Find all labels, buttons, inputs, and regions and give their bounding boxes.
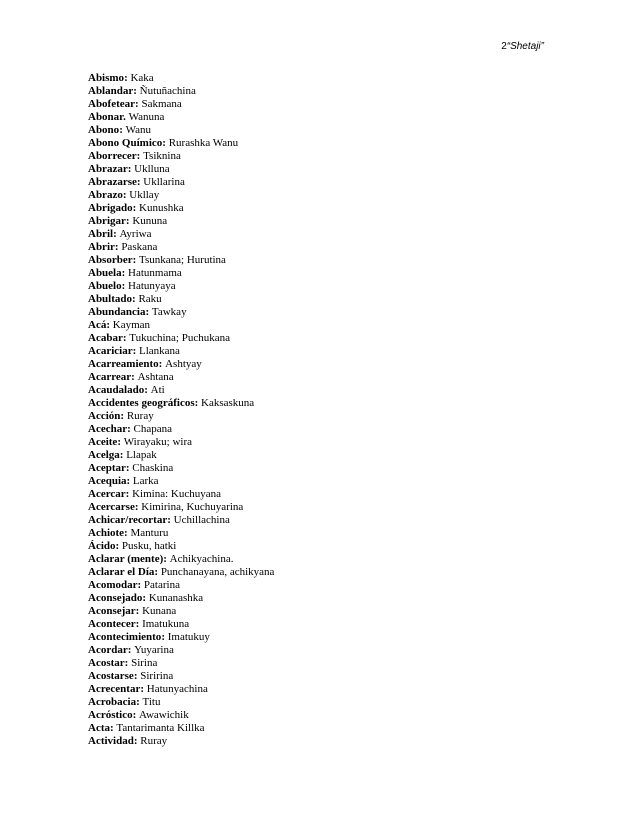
entry-term: Acequia — [88, 475, 127, 487]
entry-separator: : — [140, 683, 147, 695]
dictionary-entry — [88, 553, 548, 566]
entry-translation: Ayriwa — [119, 228, 152, 240]
dictionary-entry — [88, 72, 548, 85]
entry-translation: Tukuchina; Puchukana — [129, 332, 230, 344]
entry-separator: : — [154, 566, 161, 578]
page-number: 2 — [501, 41, 507, 52]
entry-translation: Yuyarina — [134, 644, 174, 656]
entry-term: Acercarse — [88, 501, 135, 513]
dictionary-entry — [88, 397, 548, 410]
entry-term: Achiote — [88, 527, 125, 539]
dictionary-entry — [88, 254, 548, 267]
entry-translation: Imatukuna — [142, 618, 190, 630]
dictionary-entry — [88, 501, 548, 514]
entry-separator: : — [158, 358, 166, 370]
entry-term: Abrazar — [88, 163, 128, 175]
entry-term: Acción — [88, 410, 121, 422]
dictionary-entry — [88, 423, 548, 436]
entry-translation: Wirayaku; wira — [123, 436, 193, 448]
dictionary-entry — [88, 527, 548, 540]
entry-term: Aclarar el Día — [88, 566, 155, 578]
entry-separator: : — [127, 423, 134, 435]
entry-separator: : — [125, 488, 133, 500]
dictionary-entry — [88, 644, 548, 657]
entry-term: Abono — [88, 124, 120, 136]
entry-separator: : — [132, 709, 140, 721]
entry-translation: Ukllay — [129, 189, 160, 201]
entry-term: Acostar — [88, 657, 125, 669]
entry-term: Aconsejado — [88, 592, 143, 604]
entry-translation: Wanu — [125, 124, 151, 136]
entry-term: Acrobacia — [88, 696, 137, 708]
entry-separator: : — [127, 163, 135, 175]
entry-separator: . — [123, 111, 129, 123]
entry-term: Abonar — [88, 111, 124, 123]
dictionary-entry — [88, 722, 548, 735]
dictionary-entry — [88, 319, 548, 332]
entry-translation: Ñutuñachina — [139, 85, 196, 97]
entry-term: Aborrecer — [88, 150, 137, 162]
entry-translation: Paskana — [121, 241, 158, 253]
entry-translation: Larka — [132, 475, 159, 487]
entry-translation: Tawkay — [151, 306, 187, 318]
entry-term: Abrigar — [88, 215, 126, 227]
entry-separator: : — [133, 735, 141, 747]
entry-translation: Ati — [150, 384, 165, 396]
entry-translation: Achikyachina. — [169, 553, 234, 565]
entry-separator: : — [132, 202, 140, 214]
entry-separator: : — [133, 85, 140, 97]
entry-translation: Siririna — [140, 670, 174, 682]
entry-term: Acá — [88, 319, 107, 331]
entry-term: Acariciar — [88, 345, 133, 357]
dictionary-entry — [88, 98, 548, 111]
dictionary-entry — [88, 462, 548, 475]
entry-separator: : — [125, 462, 133, 474]
entry-term: Acontecer — [88, 618, 136, 630]
dictionary-entry — [88, 631, 548, 644]
entry-separator: : — [124, 657, 132, 669]
entry-term: Aconsejar — [88, 605, 136, 617]
entry-separator: : — [137, 579, 144, 591]
entry-separator: : — [113, 228, 120, 240]
entry-separator: : — [136, 150, 144, 162]
entry-translation: Kaka — [130, 72, 154, 84]
entry-translation: Patarina — [143, 579, 180, 591]
entry-separator: : — [167, 514, 174, 526]
entry-translation: Ashtana — [137, 371, 174, 383]
dictionary-entry — [88, 514, 548, 527]
entry-translation: Llapak — [126, 449, 157, 461]
dictionary-entry — [88, 384, 548, 397]
entry-translation: Llankana — [139, 345, 180, 357]
entry-separator: : — [119, 124, 126, 136]
entry-term: Ablandar — [88, 85, 134, 97]
dictionary-entry — [88, 358, 548, 371]
dictionary-entry — [88, 436, 548, 449]
dictionary-entry — [88, 475, 548, 488]
dictionary-entry — [88, 345, 548, 358]
entry-separator: : — [135, 618, 143, 630]
dictionary-entry — [88, 163, 548, 176]
entry-separator: : — [133, 670, 141, 682]
entry-translation: Punchanayana, achikyana — [160, 566, 275, 578]
entry-term: Acaudalado — [88, 384, 145, 396]
entry-translation: Hatunyachina — [146, 683, 208, 695]
entry-translation: Ashtyay — [165, 358, 202, 370]
entry-translation: Sirina — [131, 657, 158, 669]
entry-translation: Ukllarina — [143, 176, 185, 188]
dictionary-entry — [88, 306, 548, 319]
entry-term: Aceptar — [88, 462, 126, 474]
entry-translation: Kimina: Kuchuyana — [132, 488, 221, 500]
entry-term: Abrigado — [88, 202, 133, 214]
entry-term: Abismo — [88, 72, 125, 84]
entry-term: Acelga — [88, 449, 120, 461]
dictionary-entry-list — [88, 72, 548, 748]
dictionary-entry — [88, 735, 548, 748]
entry-separator: : — [136, 696, 143, 708]
entry-separator: : — [136, 176, 144, 188]
entry-separator: : — [127, 644, 135, 656]
entry-term: Abrir — [88, 241, 115, 253]
entry-term: Abundancia — [88, 306, 146, 318]
entry-separator: : — [110, 722, 117, 734]
entry-term: Accidentes geográficos — [88, 397, 195, 409]
dictionary-entry — [88, 696, 548, 709]
dictionary-entry — [88, 293, 548, 306]
entry-separator: : — [126, 475, 133, 487]
entry-translation: Titu — [142, 696, 161, 708]
entry-term: Abuelo — [88, 280, 122, 292]
entry-separator: : — [115, 540, 122, 552]
entry-translation: Wanuna — [128, 111, 165, 123]
entry-term: Abono Químico — [88, 137, 163, 149]
entry-separator: : — [121, 280, 129, 292]
entry-separator: : — [145, 306, 152, 318]
entry-term: Acarreamiento — [88, 358, 159, 370]
entry-translation: Tsunkana; Hurutina — [139, 254, 226, 266]
dictionary-entry — [88, 618, 548, 631]
entry-term: Aclarar (mente) — [88, 553, 164, 565]
entry-separator: : — [132, 293, 139, 305]
entry-term: Acechar — [88, 423, 128, 435]
entry-translation: Kunana — [142, 605, 177, 617]
entry-translation: Rurashka Wanu — [168, 137, 239, 149]
entry-term: Acabar — [88, 332, 123, 344]
entry-translation: Manturu — [130, 527, 169, 539]
dictionary-entry — [88, 124, 548, 137]
entry-separator: : — [106, 319, 113, 331]
entry-term: Ácido — [88, 540, 116, 552]
entry-translation: Kayman — [112, 319, 151, 331]
entry-translation: Chaskina — [132, 462, 174, 474]
entry-translation: Chapana — [133, 423, 172, 435]
dictionary-entry — [88, 215, 548, 228]
dictionary-entry — [88, 540, 548, 553]
entry-term: Acontecimiento — [88, 631, 162, 643]
entry-translation: Ruray — [140, 735, 168, 747]
entry-translation: Kununa — [132, 215, 168, 227]
entry-separator: : — [144, 384, 151, 396]
entry-separator: : — [131, 371, 138, 383]
entry-term: Absorber — [88, 254, 133, 266]
dictionary-entry — [88, 449, 548, 462]
entry-translation: Kunushka — [139, 202, 184, 214]
entry-translation: Tantarimanta Killka — [116, 722, 205, 734]
page-title: “Shetaji” — [506, 41, 544, 52]
entry-separator: : — [121, 267, 129, 279]
dictionary-entry — [88, 228, 548, 241]
dictionary-entry — [88, 566, 548, 579]
entry-term: Abultado — [88, 293, 133, 305]
dictionary-entry — [88, 709, 548, 722]
dictionary-entry — [88, 241, 548, 254]
entry-term: Abofetear — [88, 98, 136, 110]
entry-term: Acarrear — [88, 371, 132, 383]
entry-term: Abuela — [88, 267, 122, 279]
entry-separator: : — [120, 410, 127, 422]
entry-separator: : — [119, 449, 127, 461]
dictionary-entry — [88, 189, 548, 202]
entry-term: Acrecentar — [88, 683, 141, 695]
entry-translation: Ruray — [126, 410, 154, 422]
entry-separator: : — [124, 72, 131, 84]
entry-separator: : — [117, 436, 124, 448]
entry-term: Acercar — [88, 488, 126, 500]
entry-term: Aceite — [88, 436, 118, 448]
entry-term: Abrazo — [88, 189, 123, 201]
dictionary-entry — [88, 371, 548, 384]
entry-translation: Raku — [138, 293, 162, 305]
entry-term: Acta — [88, 722, 110, 734]
entry-separator: : — [124, 527, 131, 539]
entry-term: Acomodar — [88, 579, 138, 591]
entry-term: Abrazarse — [88, 176, 137, 188]
entry-separator: : — [132, 345, 140, 357]
dictionary-entry — [88, 202, 548, 215]
entry-separator: : — [163, 553, 170, 565]
dictionary-entry — [88, 280, 548, 293]
entry-translation: Imatukuy — [167, 631, 210, 643]
dictionary-entry — [88, 85, 548, 98]
entry-term: Achicar/recortar — [88, 514, 168, 526]
dictionary-entry — [88, 683, 548, 696]
entry-translation: Kimirina, Kuchuyarina — [141, 501, 244, 513]
entry-separator: : — [162, 137, 169, 149]
entry-term: Abril — [88, 228, 114, 240]
entry-translation: Awawichik — [139, 709, 189, 721]
dictionary-entry — [88, 150, 548, 163]
entry-translation: Uklluna — [134, 163, 170, 175]
entry-term: Acróstico — [88, 709, 133, 721]
page-header — [501, 41, 544, 53]
entry-translation: Kunanashka — [148, 592, 204, 604]
dictionary-entry — [88, 267, 548, 280]
dictionary-entry — [88, 670, 548, 683]
entry-separator: : — [135, 98, 142, 110]
dictionary-entry — [88, 592, 548, 605]
entry-translation: Kaksaskuna — [201, 397, 255, 409]
dictionary-entry — [88, 332, 548, 345]
dictionary-entry — [88, 579, 548, 592]
entry-translation: Hatunmama — [128, 267, 182, 279]
entry-term: Acordar — [88, 644, 128, 656]
entry-translation: Sakmana — [141, 98, 182, 110]
entry-translation: Uchillachina — [173, 514, 230, 526]
entry-term: Actividad — [88, 735, 134, 747]
dictionary-entry — [88, 488, 548, 501]
entry-translation: Tsiknina — [143, 150, 181, 162]
dictionary-entry — [88, 605, 548, 618]
entry-translation: Pusku, hatki — [121, 540, 177, 552]
dictionary-entry — [88, 657, 548, 670]
entry-separator: : — [194, 397, 202, 409]
entry-separator: : — [161, 631, 168, 643]
entry-separator: : — [142, 592, 149, 604]
entry-separator: : — [114, 241, 122, 253]
dictionary-entry — [88, 111, 548, 124]
entry-separator: : — [122, 189, 130, 201]
entry-separator: : — [125, 215, 133, 227]
dictionary-entry — [88, 137, 548, 150]
entry-separator: : — [122, 332, 130, 344]
entry-separator: : — [132, 254, 140, 266]
entry-term: Acostarse — [88, 670, 134, 682]
entry-separator: : — [135, 605, 143, 617]
entry-translation: Hatunyaya — [128, 280, 176, 292]
dictionary-entry — [88, 176, 548, 189]
entry-separator: : — [134, 501, 142, 513]
dictionary-entry — [88, 410, 548, 423]
